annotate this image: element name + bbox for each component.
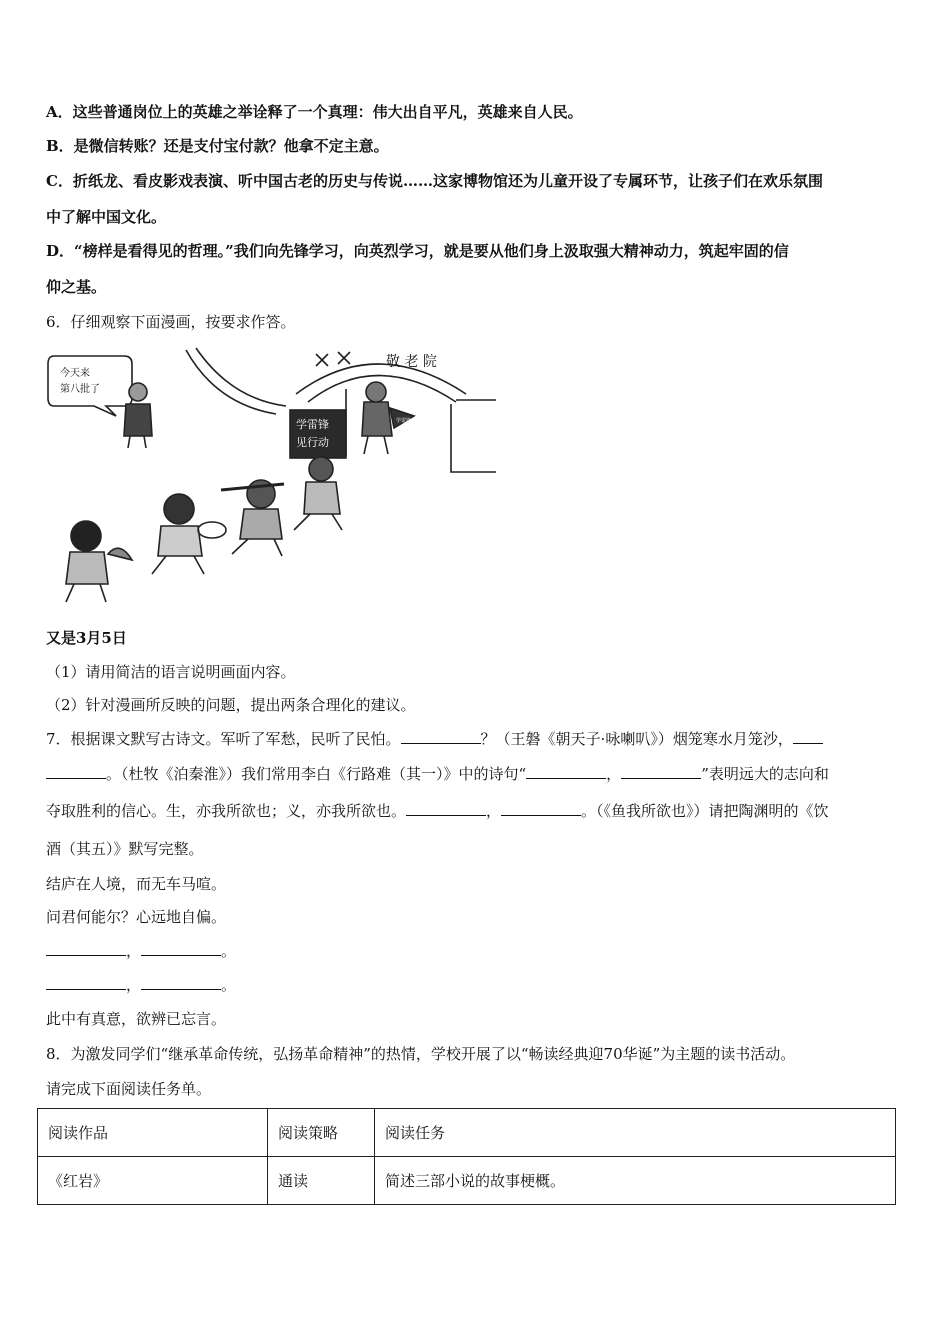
poem-line-5: 此中有真意，欲辨已忘言。	[46, 1010, 227, 1028]
comic-illustration	[46, 344, 498, 606]
poem-line-1: 结庐在人境，而无车马喧。	[46, 875, 227, 893]
answer-blank[interactable]	[793, 729, 823, 744]
q7-text-2b: ，	[606, 765, 622, 783]
comic-speech-line2: 第八批了	[60, 384, 100, 395]
table-header-row	[38, 1109, 896, 1157]
question-7-line3	[46, 800, 829, 822]
answer-blank[interactable]	[501, 801, 581, 816]
comma: ，	[126, 942, 142, 960]
header-work: 阅读作品	[38, 1109, 268, 1157]
period: 。	[221, 942, 237, 960]
question-6-sub1: （1）请用简洁的语言说明画面内容。	[46, 663, 296, 681]
option-d-line1: D．“榜样是看得见的哲理。”我们向先锋学习，向英烈学习，就是要从他们身上汲取强大精神动力，筑起牢固的信	[46, 242, 789, 260]
answer-blank[interactable]	[526, 764, 606, 779]
header-strategy: 阅读策略	[268, 1109, 375, 1157]
question-7-line4: 酒（其五）》默写完整。	[46, 840, 204, 858]
question-6-stem: 6．仔细观察下面漫画，按要求作答。	[46, 313, 296, 331]
question-6-sub2: （2）针对漫画所反映的问题，提出两条合理化的建议。	[46, 696, 416, 714]
reading-task-table	[37, 1108, 896, 1205]
answer-blank[interactable]	[141, 975, 221, 990]
option-c-line1: C．折纸龙、看皮影戏表演、听中国古老的历史与传说……这家博物馆还为儿童开设了专属环节，让孩子们在欢乐氛围	[46, 172, 823, 190]
q7-text-1b: ？（王磐《朝天子·咏喇叭》）烟笼寒水月笼沙，	[480, 730, 793, 748]
comic-banner-line2: 见行动	[296, 436, 329, 449]
answer-blank[interactable]	[46, 764, 106, 779]
table-row	[38, 1157, 896, 1205]
comic-gate-text: 敬 老 院	[386, 354, 437, 370]
q7-text-3c: 。（《鱼我所欲也》）请把陶渊明的《饮	[581, 802, 829, 820]
option-c-line2: 中了解中国文化。	[46, 208, 167, 226]
cell-work: 《红岩》	[38, 1157, 268, 1205]
poem-line-4	[46, 974, 236, 996]
comic-speech-line1: 今天来	[60, 368, 90, 379]
cell-task: 简述三部小说的故事梗概。	[375, 1157, 896, 1205]
answer-blank[interactable]	[406, 801, 486, 816]
q7-text-2c: ”表明远大的志向和	[701, 765, 829, 783]
option-d-line2: 仰之基。	[46, 278, 107, 296]
question-7-line1	[46, 728, 823, 750]
period: 。	[221, 976, 237, 994]
option-a: A．这些普通岗位上的英雄之举诠释了一个真理：伟大出自平凡，英雄来自人民。	[46, 103, 583, 121]
comic-caption: 又是3月5日	[46, 629, 127, 647]
cell-strategy: 通读	[268, 1157, 375, 1205]
q7-text-3a: 夺取胜利的信心。生，亦我所欲也；义，亦我所欲也。	[46, 802, 407, 820]
comma: ，	[126, 976, 142, 994]
answer-blank[interactable]	[141, 941, 221, 956]
comic-banner-line1: 学雷锋	[296, 418, 329, 431]
poem-line-3	[46, 940, 236, 962]
option-b: B．是微信转账？还是支付宝付款？他拿不定主意。	[46, 137, 389, 155]
answer-blank[interactable]	[401, 729, 481, 744]
answer-blank[interactable]	[46, 975, 126, 990]
answer-blank[interactable]	[621, 764, 701, 779]
comic-small-flag: 学雷锋	[396, 418, 412, 424]
poem-line-2: 问君何能尔？心远地自偏。	[46, 908, 227, 926]
question-8-stem-line1: 8．为激发同学们“继承革命传统，弘扬革命精神”的热情，学校开展了以“畅读经典迎70华诞”为主题的读书活动。	[46, 1045, 796, 1063]
q7-text-1a: 7．根据课文默写古诗文。军听了军愁，民听了民怕。	[46, 730, 401, 748]
question-8-stem-line2: 请完成下面阅读任务单。	[46, 1080, 212, 1098]
q7-text-3b: ，	[486, 802, 502, 820]
question-7-line2	[46, 763, 829, 785]
header-task: 阅读任务	[375, 1109, 896, 1157]
answer-blank[interactable]	[46, 941, 126, 956]
q7-text-2a: 。（杜牧《泊秦淮》）我们常用李白《行路难（其一）》中的诗句“	[106, 765, 527, 783]
